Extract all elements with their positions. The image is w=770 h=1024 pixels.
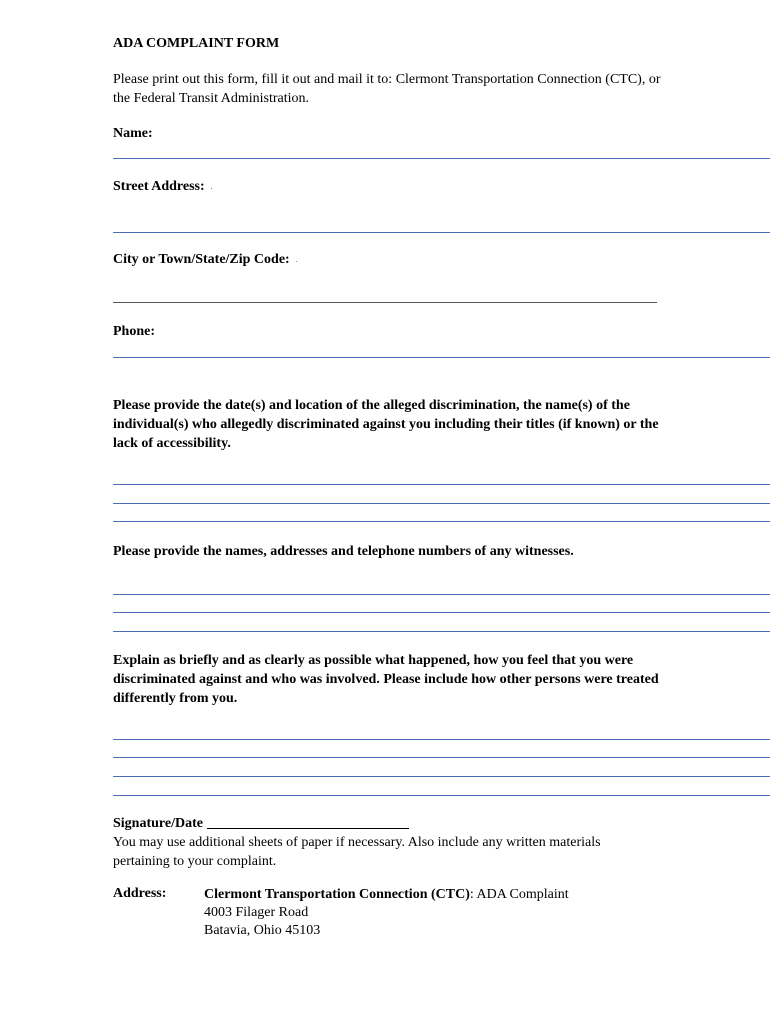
signature-label: Signature/Date [113, 816, 203, 831]
discrimination-line[interactable] [113, 521, 770, 522]
discrimination-line[interactable] [113, 503, 770, 504]
address-street: 4003 Filager Road [204, 905, 309, 920]
witnesses-line[interactable] [113, 612, 770, 613]
city-state-zip-label: City or Town/State/Zip Code: . [113, 252, 298, 267]
additional-sheets-note: You may use additional sheets of paper if necessary. Also include any written materials pertaining to your complaint. [113, 835, 601, 869]
explain-line[interactable] [113, 795, 770, 796]
name-line[interactable] [113, 158, 770, 159]
signature-line[interactable] [207, 816, 409, 829]
address-suffix: : ADA Complaint [469, 887, 569, 902]
address-label: Address: [113, 886, 167, 901]
witnesses-line[interactable] [113, 594, 770, 595]
city-state-zip-line[interactable] [113, 302, 657, 303]
phone-label: Phone: [113, 324, 155, 339]
signature-date [113, 816, 409, 832]
street-address-line[interactable] [113, 232, 770, 233]
address-city: Batavia, Ohio 45103 [204, 923, 321, 938]
explain-line[interactable] [113, 776, 770, 777]
name-label: Name: [113, 126, 153, 141]
discrimination-question: Please provide the date(s) and location of the alleged discrimination, the name(s) of the individual(s) who allegedly discriminated against you including their titles (if known) or the lack of accessibility. [113, 398, 659, 451]
witnesses-line[interactable] [113, 631, 770, 632]
discrimination-line[interactable] [113, 484, 770, 485]
mailing-address [204, 886, 569, 940]
explain-line[interactable] [113, 757, 770, 758]
form-title: ADA COMPLAINT FORM [113, 36, 280, 51]
street-address-label: Street Address: . [113, 179, 213, 194]
address-org-line [204, 886, 569, 904]
phone-line[interactable] [113, 357, 770, 358]
form-instructions: Please print out this form, fill it out and mail it to: Clermont Transportation Connection (CTC), or the Federal Transit Administration. [113, 72, 661, 106]
explain-line[interactable] [113, 739, 770, 740]
explain-question: Explain as briefly and as clearly as possible what happened, how you feel that you were discriminated against and who was involved. Please include how other persons were treated differently from you. [113, 653, 659, 706]
address-org: Clermont Transportation Connection (CTC) [204, 887, 470, 902]
witnesses-question: Please provide the names, addresses and telephone numbers of any witnesses. [113, 544, 574, 559]
